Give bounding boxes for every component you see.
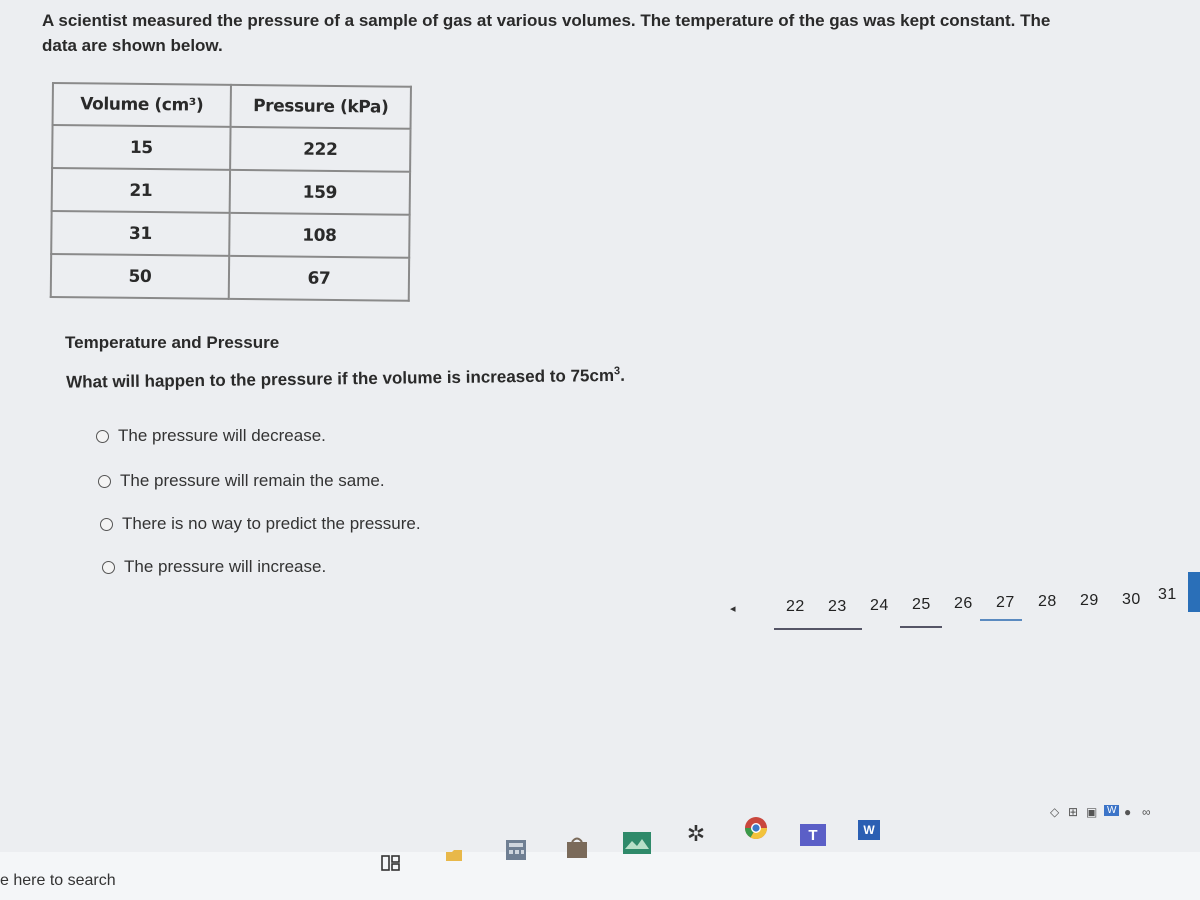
notification-chevron-icon[interactable]: ◇: [1050, 805, 1060, 819]
page-28[interactable]: 28: [1038, 593, 1057, 610]
question-pager: [730, 588, 1200, 638]
option-increase[interactable]: [102, 557, 326, 577]
option-label: The pressure will remain the same.: [120, 471, 385, 490]
page-31[interactable]: 31: [1158, 586, 1177, 603]
chrome-icon[interactable]: [744, 816, 768, 840]
radio-button[interactable]: [102, 561, 115, 574]
question-superscript: 3: [613, 365, 621, 378]
option-label: The pressure will increase.: [124, 557, 327, 576]
link-icon[interactable]: ∞: [1142, 805, 1151, 819]
settings-icon[interactable]: ✲: [686, 821, 706, 846]
option-label: There is no way to predict the pressure.: [122, 514, 421, 533]
radio-button[interactable]: [98, 475, 111, 488]
tray-word-icon[interactable]: W: [1104, 805, 1119, 816]
volume-cell: 31: [51, 211, 229, 256]
answered-underline: [774, 628, 862, 630]
page-24[interactable]: 24: [870, 597, 889, 614]
radio-button[interactable]: [100, 518, 113, 531]
page-22[interactable]: 22: [786, 598, 805, 615]
volume-cell: 15: [52, 125, 230, 170]
page-26[interactable]: 26: [954, 595, 973, 612]
intro-text: [42, 8, 1182, 58]
pressure-cell: 108: [229, 213, 409, 258]
page-25[interactable]: 25: [912, 596, 931, 613]
page-23[interactable]: 23: [828, 598, 847, 615]
volume-header: Volume (cm³): [53, 83, 231, 127]
question-body: What will happen to the pressure if the volume is increased to 75cm: [66, 365, 615, 392]
task-view-icon[interactable]: [380, 852, 402, 874]
option-label: The pressure will decrease.: [118, 426, 326, 445]
pressure-header: Pressure (kPa): [231, 85, 411, 129]
photos-icon[interactable]: [622, 830, 652, 856]
option-decrease[interactable]: [96, 426, 326, 446]
pressure-cell: 222: [230, 127, 410, 172]
radio-button[interactable]: [96, 430, 109, 443]
page-30[interactable]: 30: [1122, 591, 1141, 608]
question-text: [66, 365, 625, 392]
volume-cell: 21: [52, 168, 230, 213]
page-27-current[interactable]: 27: [996, 594, 1015, 611]
network-icon[interactable]: ⊞: [1068, 805, 1079, 819]
taskbar-search[interactable]: e here to search: [0, 872, 116, 889]
file-explorer-icon[interactable]: [444, 845, 464, 865]
volume-icon[interactable]: ▣: [1086, 805, 1098, 819]
store-icon[interactable]: [564, 836, 590, 860]
volume-cell: 50: [51, 254, 229, 299]
table-row: [52, 168, 410, 215]
pressure-cell: 67: [229, 256, 409, 301]
word-icon[interactable]: W: [858, 820, 880, 840]
previous-page-icon[interactable]: ◂: [730, 603, 736, 615]
table-row: [52, 125, 410, 172]
current-page-underline: [980, 619, 1022, 621]
taskbar: [0, 852, 1200, 900]
option-unpredictable[interactable]: [100, 514, 421, 534]
question-end: .: [620, 365, 625, 385]
table-row: [51, 254, 409, 301]
option-same[interactable]: [98, 471, 385, 491]
section-title: Temperature and Pressure: [65, 333, 280, 352]
intro-line-1: A scientist measured the pressure of a sample of gas at various volumes. The temperature of the gas was kept constant. The: [42, 11, 1051, 30]
table-header-row: [53, 83, 411, 129]
table-row: [51, 211, 409, 258]
pressure-cell: 159: [230, 170, 410, 215]
calculator-icon[interactable]: [504, 838, 528, 862]
scroll-edge-block: [1188, 572, 1200, 612]
onedrive-icon[interactable]: ●: [1124, 805, 1132, 819]
page-29[interactable]: 29: [1080, 592, 1099, 609]
teams-icon[interactable]: T: [800, 824, 826, 846]
answered-underline: [900, 626, 942, 628]
intro-line-2: data are shown below.: [42, 36, 223, 55]
data-table: [50, 82, 412, 302]
